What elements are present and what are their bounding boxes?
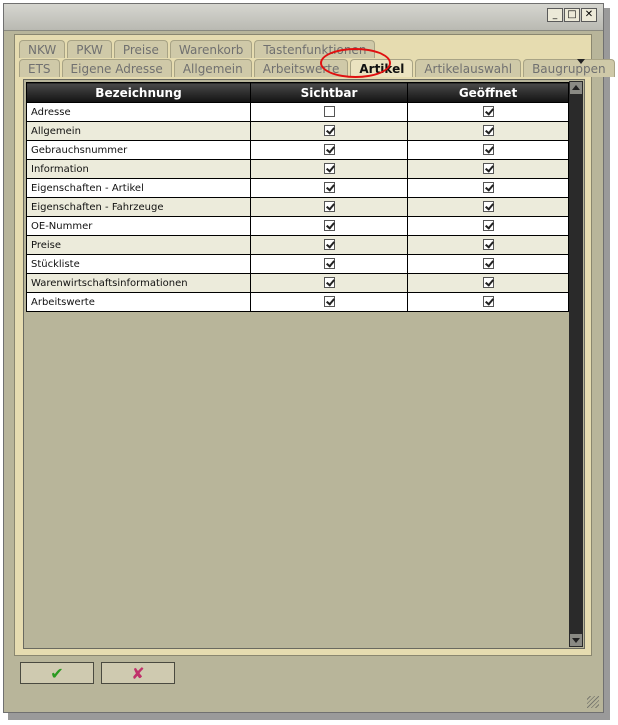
tab-panel-artikel	[23, 79, 585, 649]
geoeffnet-checkbox[interactable]	[483, 220, 494, 231]
geoeffnet-checkbox[interactable]	[483, 106, 494, 117]
table-header-row	[27, 83, 569, 103]
cell-geoeffnet	[408, 103, 569, 122]
sichtbar-checkbox[interactable]	[324, 220, 335, 231]
cell-geoeffnet	[408, 122, 569, 141]
tab-arbeitswerte[interactable]: Arbeitswerte	[254, 59, 349, 77]
tab-pkw[interactable]: PKW	[67, 40, 112, 58]
table-row[interactable]	[27, 179, 569, 198]
sichtbar-checkbox[interactable]	[324, 277, 335, 288]
cell-sichtbar	[251, 122, 408, 141]
cell-sichtbar	[251, 198, 408, 217]
tab-baugruppen[interactable]: Baugruppen	[523, 59, 615, 77]
geoeffnet-checkbox[interactable]	[483, 258, 494, 269]
cell-geoeffnet	[408, 293, 569, 312]
cell-sichtbar	[251, 160, 408, 179]
row-label: Information	[27, 160, 251, 179]
table-row[interactable]	[27, 141, 569, 160]
cell-geoeffnet	[408, 236, 569, 255]
vertical-scrollbar[interactable]	[569, 81, 583, 647]
tab-artikelauswahl[interactable]: Artikelauswahl	[415, 59, 521, 77]
geoeffnet-checkbox[interactable]	[483, 182, 494, 193]
tab-container	[14, 34, 606, 656]
close-button[interactable]	[581, 8, 597, 22]
cell-geoeffnet	[408, 217, 569, 236]
checkmark-icon: ✔	[50, 663, 64, 683]
sichtbar-checkbox[interactable]	[324, 163, 335, 174]
settings-table	[26, 82, 569, 312]
table-row[interactable]	[27, 122, 569, 141]
row-label: Allgemein	[27, 122, 251, 141]
geoeffnet-checkbox[interactable]	[483, 277, 494, 288]
table-row[interactable]	[27, 160, 569, 179]
title-bar[interactable]	[4, 4, 603, 31]
resize-grip-icon[interactable]	[587, 696, 599, 708]
tabs-overflow-arrow-icon[interactable]	[577, 59, 585, 64]
dialog-window	[3, 3, 604, 713]
cell-geoeffnet	[408, 255, 569, 274]
row-label: Eigenschaften - Fahrzeuge	[27, 198, 251, 217]
geoeffnet-checkbox[interactable]	[483, 163, 494, 174]
cancel-button[interactable]	[101, 662, 175, 684]
row-label: OE-Nummer	[27, 217, 251, 236]
column-header-geoeffnet[interactable]: Geöffnet	[408, 83, 569, 103]
cell-geoeffnet	[408, 198, 569, 217]
tab-tastenfunktionen[interactable]: Tastenfunktionen	[254, 40, 375, 58]
tab-eigene-adresse[interactable]: Eigene Adresse	[62, 59, 172, 77]
table-row[interactable]	[27, 103, 569, 122]
column-header-sichtbar[interactable]: Sichtbar	[251, 83, 408, 103]
row-label: Preise	[27, 236, 251, 255]
cell-sichtbar	[251, 179, 408, 198]
table-row[interactable]	[27, 293, 569, 312]
scroll-down-icon[interactable]	[570, 634, 582, 646]
tab-preise[interactable]: Preise	[114, 40, 168, 58]
cell-sichtbar	[251, 274, 408, 293]
maximize-button[interactable]	[564, 8, 580, 22]
row-label: Gebrauchsnummer	[27, 141, 251, 160]
table-row[interactable]	[27, 255, 569, 274]
cell-sichtbar	[251, 293, 408, 312]
cell-geoeffnet	[408, 141, 569, 160]
window-controls	[546, 8, 597, 22]
cancel-x-icon: ✘	[131, 663, 145, 683]
row-label: Eigenschaften - Artikel	[27, 179, 251, 198]
geoeffnet-checkbox[interactable]	[483, 125, 494, 136]
sichtbar-checkbox[interactable]	[324, 296, 335, 307]
tab-warenkorb[interactable]: Warenkorb	[170, 40, 253, 58]
tab-allgemein[interactable]: Allgemein	[174, 59, 252, 77]
geoeffnet-checkbox[interactable]	[483, 201, 494, 212]
table-row[interactable]	[27, 274, 569, 293]
table-row[interactable]	[27, 198, 569, 217]
minimize-button[interactable]	[547, 8, 563, 22]
sichtbar-checkbox[interactable]	[324, 144, 335, 155]
cell-geoeffnet	[408, 160, 569, 179]
tab-ets[interactable]: ETS	[19, 59, 60, 77]
row-label: Stückliste	[27, 255, 251, 274]
sichtbar-checkbox[interactable]	[324, 258, 335, 269]
geoeffnet-checkbox[interactable]	[483, 296, 494, 307]
ok-button[interactable]	[20, 662, 94, 684]
table-body	[27, 103, 569, 312]
tab-row-2	[19, 59, 617, 77]
sichtbar-checkbox[interactable]	[324, 182, 335, 193]
table-row[interactable]	[27, 236, 569, 255]
sichtbar-checkbox[interactable]	[324, 106, 335, 117]
cell-sichtbar	[251, 103, 408, 122]
table-row[interactable]	[27, 217, 569, 236]
minimize-icon: _	[552, 9, 558, 20]
maximize-icon: □	[567, 9, 577, 20]
sichtbar-checkbox[interactable]	[324, 125, 335, 136]
row-label: Arbeitswerte	[27, 293, 251, 312]
tab-row-1	[19, 40, 377, 58]
cell-sichtbar	[251, 255, 408, 274]
row-label: Adresse	[27, 103, 251, 122]
cell-geoeffnet	[408, 179, 569, 198]
scroll-up-icon[interactable]	[570, 82, 582, 94]
cell-sichtbar	[251, 236, 408, 255]
tab-artikel[interactable]: Artikel	[350, 59, 413, 77]
cell-geoeffnet	[408, 274, 569, 293]
geoeffnet-checkbox[interactable]	[483, 239, 494, 250]
column-header-bezeichnung[interactable]: Bezeichnung	[27, 83, 251, 103]
tab-nkw[interactable]: NKW	[19, 40, 65, 58]
sichtbar-checkbox[interactable]	[324, 201, 335, 212]
cell-sichtbar	[251, 217, 408, 236]
geoeffnet-checkbox[interactable]	[483, 144, 494, 155]
close-icon: ✕	[584, 9, 594, 20]
sichtbar-checkbox[interactable]	[324, 239, 335, 250]
row-label: Warenwirtschaftsinformationen	[27, 274, 251, 293]
cell-sichtbar	[251, 141, 408, 160]
